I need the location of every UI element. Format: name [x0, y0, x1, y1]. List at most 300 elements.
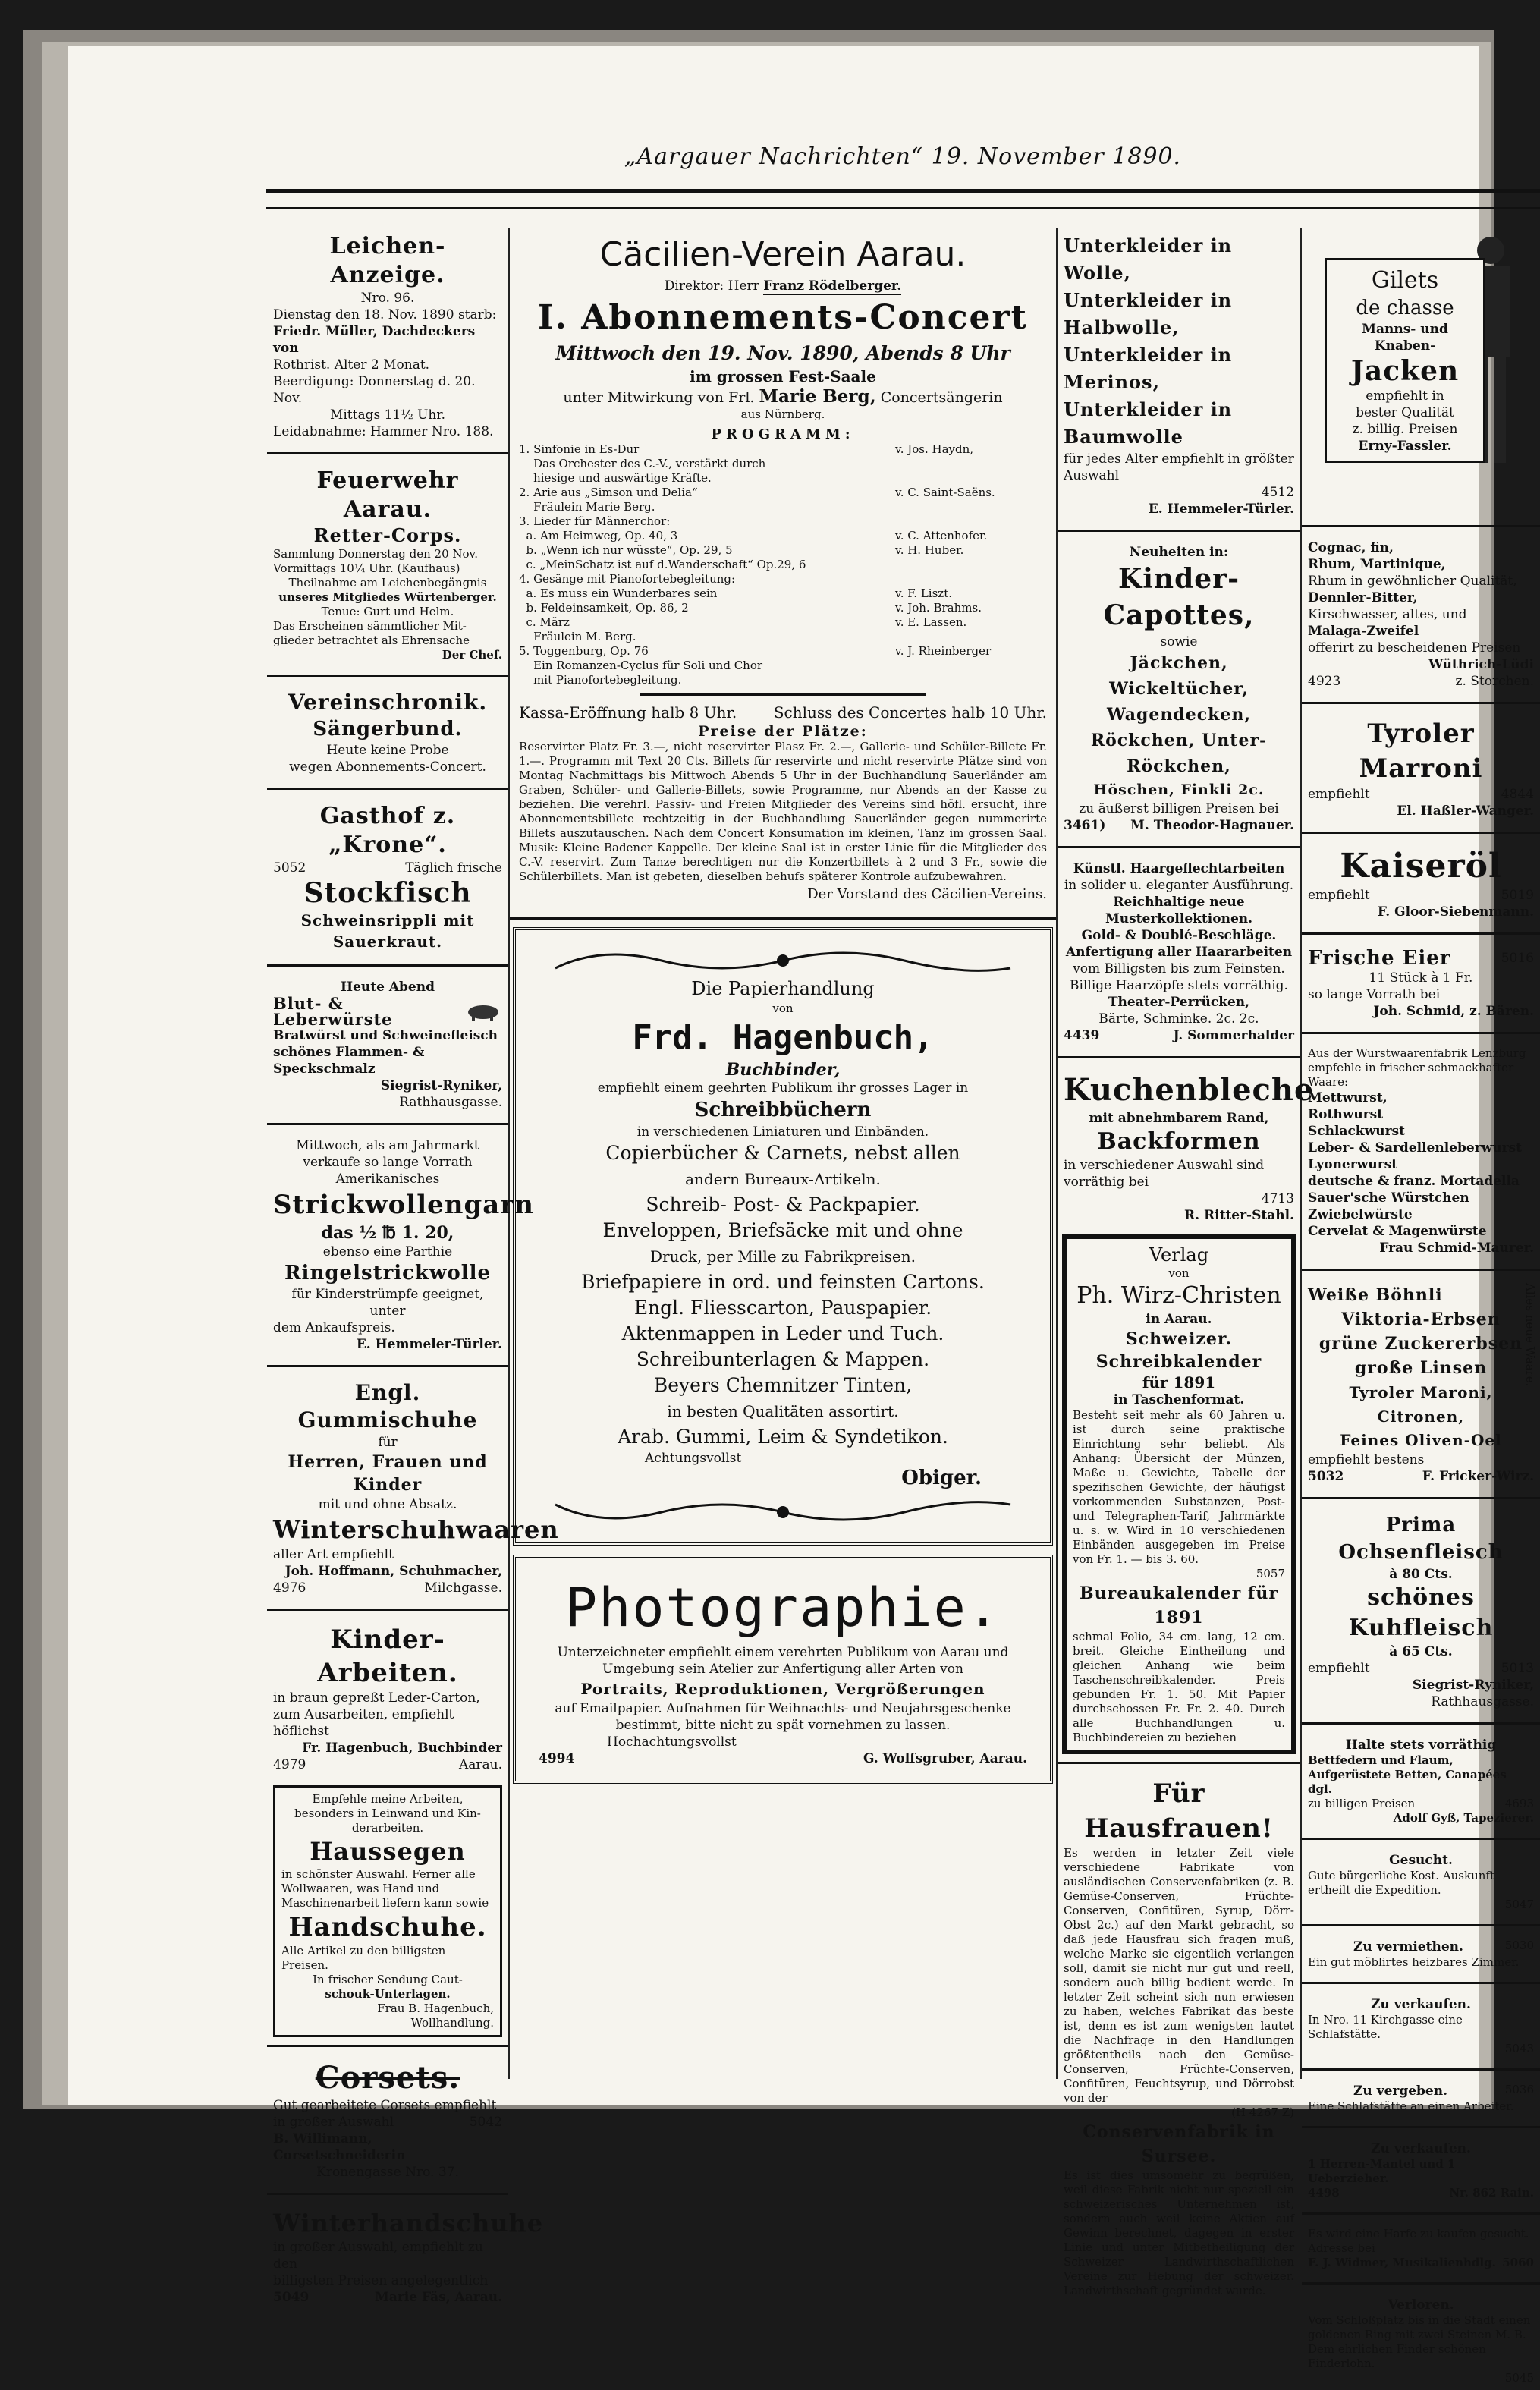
text-line: Heute Abend	[341, 980, 435, 995]
ad-headline: Tyroler Maroni, Citronen,	[1349, 1383, 1493, 1426]
text-line: Aarau.	[458, 1757, 502, 1772]
text-line: Rothrist. Alter 2 Monat.	[273, 357, 430, 373]
text-line: in schönster Auswahl. Ferner alle	[281, 1867, 476, 1881]
text-line: Leidabnahme: Hammer Nro. 188.	[273, 424, 494, 439]
ad-unterkleider	[1058, 228, 1300, 522]
ad-title: Vereinschronik.	[288, 690, 488, 715]
program-piece: c. „MeinSchatz ist auf d.Wanderschaft“ Op.29, 6	[519, 558, 806, 571]
text-line: in solider u. eleganter Ausführung.	[1064, 878, 1294, 893]
ad-number: 4439	[1064, 1028, 1100, 1043]
divider	[1302, 1722, 1540, 1725]
text-line: bester Qualität	[1356, 405, 1454, 420]
ad-signature: B. Willimann, Corsetschneiderin	[273, 2131, 406, 2163]
ad-vereinschronik	[267, 684, 508, 780]
text-block: Besteht seit mehr als 60 Jahren u. ist durch seine praktische Einrichtung sehr beliebt. Als Anhang: Übersicht der Münzen, Maße u. Gewichte, Tabelle der spezifischen Gewichte, der häufigst vorkommenden Substanzen, Post- und Telegraphen-Tarif, Jahrmärkte u. s. w. Wird in 10 verschiedenen Einbänden ausgegeben im Preise von Fr. 1. — bis 3. 60.	[1073, 1408, 1285, 1566]
text-line: Theater-Perrücken,	[1108, 995, 1250, 1010]
ad-concert	[510, 228, 1056, 910]
program-composer: v. F. Liszt.	[895, 586, 952, 600]
program-item	[519, 586, 1047, 601]
program-composer	[895, 659, 1047, 673]
text-line: Gute bürgerliche Kost. Auskunft ertheilt die Expedition.	[1308, 1869, 1494, 1897]
ad-headline: Kinder-Capottes,	[1103, 563, 1255, 631]
ad-signature: Siegrist-Ryniker,	[1412, 1678, 1534, 1693]
program-composer	[895, 630, 1047, 644]
wurst-item: Cervelat & Magenwürste	[1308, 1224, 1487, 1239]
papier-item: Schreib- Post- & Packpapier.	[646, 1193, 920, 1215]
ad-number: 5049	[273, 2290, 310, 2305]
program-item	[519, 615, 1047, 630]
text-line: derarbeiten.	[351, 1821, 424, 1835]
text-line: Höschen, Finkli 2c.	[1093, 781, 1265, 798]
ad-subtitle: Retter-Corps.	[313, 524, 462, 546]
divider	[1302, 932, 1540, 935]
text-line: 1 Herren-Mantel und 1 Ueberzieher.	[1308, 2157, 1456, 2185]
ad-verkaufen-1	[1302, 1992, 1540, 2061]
ad-signature: M. Theodor-Hagnauer.	[1130, 818, 1294, 833]
ad-feuerwehr	[267, 462, 508, 667]
text-line: auf Emailpapier. Aufnahmen für Weihnachts- und Neujahrsgeschenke bestimmt, bitte nicht zu spät vornehmen zu lassen.	[555, 1701, 1011, 1733]
text-line: empfiehlt	[1308, 888, 1370, 903]
text-line: Cognac, fin,	[1308, 540, 1394, 555]
program-item	[519, 644, 1047, 659]
text-line: von	[1168, 1266, 1190, 1280]
text-block: Es ist dies umsomehr zu begrüßen, weil diese Fabrik nicht nur speziell ein schweizerisches Unternehmen ist, sondern auch weil keine Aktien auf Gewinn berechnet, dagegen in erster Linie und unter Mitbetheiligung der Schweizer Landwirthschaftlichen Vereine zur Hebung der schweizer. Landwirthschaft gegründet wurde.	[1064, 2168, 1294, 2297]
ad-headline: Schreibbüchern	[694, 1099, 872, 1121]
text-line: Bettfedern und Flaum, Aufgerüstete Betten, Canapées dgl.	[1308, 1753, 1507, 1796]
program-piece: mit Pianofortebegleitung.	[519, 673, 682, 687]
text-line: Concertsängerin	[880, 389, 1003, 406]
text-line: 11 Stück à 1 Fr.	[1369, 970, 1473, 986]
program-item	[519, 601, 1047, 615]
ad-headline: Ringelstrickwolle	[284, 1262, 492, 1285]
text-line: verkaufe so lange Vorrath	[303, 1155, 473, 1170]
wurst-item: Lyonerwurst	[1308, 1157, 1398, 1172]
text-line: Gut gearbeitete Corsets empfiehlt	[273, 2098, 497, 2113]
program-piece: Fräulein Marie Berg.	[519, 500, 655, 514]
ad-number: 4693	[1504, 1797, 1534, 1810]
ad-title: Cäcilien-Verein Aarau.	[599, 235, 966, 274]
program-item	[519, 673, 1047, 687]
program-composer	[895, 558, 1047, 572]
ad-title: Kinder-Arbeiten.	[317, 1624, 458, 1688]
ad-signature: Nr. 862 Rain.	[1449, 2186, 1534, 2200]
ad-strickwolle	[267, 1133, 534, 1357]
column-2	[510, 228, 1058, 2079]
text-line: Wagendecken,	[1106, 705, 1252, 725]
text-line: Amerikanisches	[335, 1171, 440, 1187]
divider	[267, 452, 508, 454]
text-line: empfiehlt bestens	[1308, 1452, 1425, 1467]
program-item	[519, 659, 1047, 673]
text-line: Theilnahme am Leichenbegängnis	[288, 576, 487, 590]
price: das ½ ℔ 1. 20,	[321, 1223, 454, 1243]
papier-item: Engl. Fliesscarton, Pauspapier.	[633, 1297, 932, 1319]
ad-signature: Der Vorstand des Cäcilien-Vereins.	[807, 886, 1047, 902]
ad-headline: Haussegen	[310, 1837, 466, 1866]
prices-title: Preise der Plätze:	[698, 723, 868, 740]
text-line: Knaben-	[1374, 338, 1436, 354]
text-line: in braun gepreßt Leder-Carton,	[273, 1690, 480, 1706]
text-block: Es werden in letzter Zeit viele verschiedene Fabrikate von ausländischen Conservenfabriken (z. B. Gemüse-Conserven, Früchte-Conserven, Confitüren, Syrup, Dörr-Obst 2c.) auf den Markt gebracht, so daß jede Hausfrau sich fragen muß, welche Marke sie eigentlich verlangen soll, damit sie nicht nur gut und reell, sondern auch billig bedient werde. In letzter Zeit scheint sich nun erwiesen zu haben, welches Fabrikat das beste ist, denn es ist zum wenigsten lautet die Nachfrage in den Handlungen größtentheils nach den Gemüse-Conserven, Früchte-Conserven, Confitüren, Feuchtsyrup, und Dörrobst von der	[1064, 1846, 1294, 2105]
ad-signature: Joh. Hoffmann, Schuhmacher,	[284, 1564, 502, 1579]
pig-icon	[464, 1002, 502, 1021]
program-composer: v. Jos. Haydn,	[895, 442, 974, 456]
program-composer: v. J. Rheinberger	[895, 644, 992, 658]
text-line: empfiehlt	[1308, 1661, 1370, 1676]
text-line: Herren, Frauen und Kinder	[288, 1452, 488, 1495]
text-line: zu äußerst billigen Preisen bei	[1079, 801, 1279, 816]
ad-title: Engl. Gummischuhe	[297, 1380, 478, 1432]
text-line: Das Erscheinen sämmtlicher Mit-	[273, 619, 467, 633]
ad-headline: Backformen	[1097, 1128, 1261, 1155]
wurst-item: Schlackwurst	[1308, 1124, 1405, 1139]
program-composer	[895, 514, 1047, 529]
text-line: Buchbinder,	[725, 1060, 841, 1080]
papier-item: Arab. Gummi, Leim & Syndetikon.	[618, 1426, 948, 1448]
program-composer	[895, 457, 1047, 471]
program-composer: v. C. Saint-Saëns.	[895, 486, 995, 499]
ad-headline: Frd. Hagenbuch,	[632, 1018, 934, 1057]
program-piece: Fräulein M. Berg.	[519, 630, 636, 643]
ad-signature: E. Hemmeler-Türler.	[356, 1337, 502, 1352]
text-line: Täglich frische	[405, 860, 502, 876]
text-line: Nro. 96.	[360, 291, 415, 306]
papier-item: Enveloppen, Briefsäcke mit und ohne	[602, 1219, 963, 1241]
ad-headline: I. Abonnements-Concert	[538, 298, 1028, 337]
ad-fleisch	[1302, 1507, 1540, 1715]
divider	[1302, 1982, 1540, 1984]
ad-headline: Photographie.	[565, 1577, 1001, 1639]
ad-headline: Prima Ochsenfleisch	[1338, 1514, 1504, 1564]
text-line: offerirt zu bescheidenen Preisen	[1308, 640, 1521, 656]
text-line: zum Ausarbeiten, empfiehlt höflichst	[273, 1707, 454, 1739]
program-composer: v. E. Lassen.	[895, 615, 967, 629]
ad-headline: schönes Kuhfleisch	[1348, 1584, 1494, 1641]
ad-number: 4976	[273, 1580, 306, 1596]
text-line: Verlag	[1149, 1244, 1209, 1266]
text-line: von	[772, 1002, 794, 1015]
text-line: Bärte, Schminke. 2c. 2c.	[1098, 1011, 1259, 1027]
text-line: aus Nürnberg.	[740, 407, 825, 421]
papier-item: Briefpapiere in ord. und feinsten Cartons.	[581, 1271, 985, 1293]
ad-boehnli	[1302, 1278, 1540, 1489]
ad-leichen	[267, 228, 508, 445]
ad-headline: Stockfisch	[303, 877, 472, 909]
ad-signature: J. Sommerhalder	[1173, 1028, 1294, 1043]
ad-number: 5013	[1501, 1661, 1534, 1676]
ad-signature: Wüthrich-Lüdi	[1428, 657, 1534, 672]
unterkleider-row: Unterkleider in Baumwolle	[1064, 398, 1233, 448]
papier-item: Aktenmappen in Leder und Tuch.	[621, 1322, 944, 1344]
program-piece: hiesige und auswärtige Kräfte.	[519, 471, 712, 485]
ad-vergeben	[1302, 2078, 1540, 2118]
text-line: z. billig. Preisen	[1352, 422, 1458, 437]
text-line: Kassa-Eröffnung halb 8 Uhr.	[519, 703, 737, 722]
text-line: in verschiedener Auswahl sind vorräthig bei	[1064, 1158, 1265, 1190]
masthead-rule	[266, 189, 1540, 193]
ad-title: Gesucht.	[1389, 1853, 1453, 1868]
ad-signature: Rathhausgasse.	[1431, 1694, 1534, 1709]
ad-signature: F. Gloor-Siebenmann.	[1377, 904, 1534, 920]
program-piece: 4. Gesänge mit Pianofortebegleitung:	[519, 572, 736, 586]
divider	[1058, 846, 1300, 848]
ad-number: 5042	[469, 2115, 502, 2130]
divider	[267, 2193, 508, 2195]
program-item	[519, 630, 1047, 644]
ad-title: Zu verkaufen.	[1371, 1997, 1471, 2012]
text-line: Mittags 11½ Uhr.	[329, 407, 446, 423]
ad-vermiethen	[1302, 1934, 1540, 1974]
ad-signature: Milchgasse.	[424, 1580, 502, 1596]
text-line: Aus der Wurstwaarenfabrik Lenzburg empfehle in frischer schmackhafter Waare:	[1308, 1046, 1526, 1089]
text-line: sowie	[1160, 634, 1198, 649]
ad-headline: Conservenfabrik in Sursee.	[1083, 2122, 1275, 2166]
concert-date: Mittwoch den 19. Nov. 1890, Abends 8 Uhr	[555, 342, 1010, 364]
text-line: Direktor: Herr	[664, 278, 759, 294]
text-line: in großer Auswahl, empfiehlt zu den	[273, 2240, 483, 2272]
ad-headline: Frische Eier	[1308, 947, 1451, 970]
text-line: grüne Zuckererbsen	[1318, 1334, 1523, 1354]
program-composer	[895, 572, 1047, 586]
text-line: Schluss des Concertes halb 10 Uhr.	[773, 703, 1047, 722]
ad-winterhandschuhe	[267, 2203, 544, 2310]
text-line: Anfertigung aller Haararbeiten	[1065, 945, 1293, 960]
ad-title: Halte stets vorräthig	[1345, 1737, 1497, 1753]
divider	[1302, 525, 1540, 527]
ad-capottes	[1058, 539, 1300, 838]
ad-signature: Fr. Hagenbuch, Buchbinder	[302, 1741, 502, 1756]
ad-blutwurst	[267, 974, 508, 1115]
ad-number: 4923	[1308, 674, 1341, 689]
program-piece: c. März	[519, 615, 570, 629]
ad-signature: G. Wolfsgruber, Aarau.	[863, 1751, 1027, 1766]
text-line: Künstl. Haargeflechtarbeiten	[1073, 861, 1285, 876]
text-line: Röckchen, Unter-Röckchen,	[1090, 731, 1268, 776]
divider	[267, 1365, 508, 1367]
divider	[1058, 530, 1300, 532]
text-line: Beerdigung: Donnerstag d. 20. Nov.	[273, 374, 476, 406]
divider	[1058, 1056, 1300, 1058]
text-line: Bratwürst und Schweinefleisch	[273, 1028, 498, 1043]
ad-harfe	[1302, 2222, 1540, 2275]
ad-number: 4844	[1501, 787, 1534, 802]
text-line: Weiße Böhnli	[1308, 1285, 1443, 1305]
masthead-rule	[266, 207, 1540, 209]
text-line: große Linsen	[1354, 1358, 1488, 1378]
ad-headline: Winterschuhwaaren	[273, 1515, 559, 1544]
side-note: Alles neue Waare.	[1523, 1283, 1537, 1387]
divider	[510, 917, 1056, 920]
ad-signature: Erny-Fassler.	[1358, 439, 1452, 454]
ad-corsets	[267, 2055, 508, 2185]
text-line: aller Art empfiehlt	[273, 1547, 394, 1562]
text-line: In frischer Sendung Caut-	[313, 1973, 463, 1986]
divider	[267, 1123, 508, 1125]
program-composer: v. Joh. Brahms.	[895, 601, 982, 615]
ad-headline: Kuchenbleche	[1064, 1072, 1315, 1108]
text-line: Neuheiten in:	[1129, 545, 1229, 560]
ad-number: 5036	[1504, 2083, 1534, 2096]
text-line: Alle Artikel zu den billigsten	[281, 1944, 446, 1958]
papier-item: andern Bureaux-Artikeln.	[685, 1170, 881, 1188]
papier-item: Copierbücher & Carnets, nebst allen	[605, 1142, 960, 1164]
program-item	[519, 572, 1047, 586]
text-line: In Nro. 11 Kirchgasse eine Schlafstätte.	[1308, 2013, 1463, 2041]
text-line: in verschiedenen Liniaturen und Einbänden.	[636, 1124, 929, 1140]
ad-number: 4994	[539, 1751, 575, 1766]
ad-title: Verloren.	[1388, 2297, 1454, 2313]
text-line: Vormittags 10¼ Uhr. (Kaufhaus)	[273, 561, 460, 575]
ad-signature: Marie Fäs, Aarau.	[375, 2290, 502, 2305]
column-4	[1302, 228, 1540, 2385]
text-line: mit und ohne Absatz.	[318, 1497, 457, 1512]
text-line: in Aarau.	[1146, 1312, 1212, 1327]
ad-betten	[1302, 1732, 1540, 1830]
ad-verloren	[1302, 2292, 1540, 2390]
text-line: besonders in Leinwand und Kin-	[294, 1807, 481, 1820]
ad-headline: Schweizer. Schreibkalender	[1095, 1329, 1262, 1372]
text-line: empfiehlt einem geehrten Publikum ihr grosses Lager in	[597, 1080, 969, 1096]
program-composer: v. H. Huber.	[895, 543, 964, 557]
ad-number: 5057	[1256, 1567, 1285, 1580]
divider	[1302, 2126, 1540, 2128]
program-item	[519, 457, 1047, 471]
program-piece: a. Es muss ein Wunderbares sein	[519, 586, 718, 600]
text-line: Wollwaaren, was Hand und	[281, 1882, 440, 1895]
ad-signature: R. Ritter-Stahl.	[1184, 1208, 1294, 1223]
ad-title: Zu vergeben.	[1353, 2083, 1448, 2099]
papier-item: Beyers Chemnitzer Tinten,	[653, 1374, 913, 1396]
text-line: Billige Haarzöpfe stets vorräthig.	[1070, 978, 1288, 993]
text-line: Mittwoch, als am Jahrmarkt	[296, 1138, 479, 1153]
text-line: Hochachtungsvollst	[607, 1734, 737, 1750]
program-piece: b. „Wenn ich nur wüsste“, Op. 29, 5	[519, 543, 733, 557]
ad-papierhandlung	[513, 927, 1053, 1546]
ad-signature: F. Fricker-Wirz.	[1422, 1469, 1534, 1484]
wurst-item-list	[1308, 1090, 1534, 1240]
ad-number: 5032	[1308, 1469, 1344, 1484]
ad-eier	[1302, 942, 1540, 1024]
text-line: schönes Flammen- & Speckschmalz	[273, 1045, 425, 1077]
program-piece: 3. Lieder für Männerchor:	[519, 514, 671, 528]
text-line: Rhum in gewöhnlicher Qualität,	[1308, 574, 1517, 589]
program-item	[519, 486, 1047, 500]
masthead	[266, 140, 1540, 213]
ad-signature: Adolf Gyß, Tapezierer.	[1393, 1811, 1534, 1825]
text-line: Dennler-Bitter,	[1308, 590, 1418, 605]
ad-number: 5052	[273, 860, 306, 876]
ad-gesucht	[1302, 1848, 1540, 1917]
divider	[1302, 1497, 1540, 1499]
program-item	[519, 558, 1047, 572]
text-line: wegen Abonnements-Concert.	[289, 759, 486, 775]
text-line: Es wird eine Harfe zu kaufen gesucht. Adresse bei	[1308, 2227, 1529, 2255]
divider	[1302, 1838, 1540, 1840]
unterkleider-row: Unterkleider in Merinos,	[1064, 344, 1233, 393]
divider	[1302, 1924, 1540, 1926]
text-line: unseres Mitgliedes Würtenberger.	[278, 590, 497, 604]
ad-wurstwaaren	[1302, 1042, 1540, 1261]
column-3	[1058, 228, 1315, 2297]
text-line: Ein gut möblirtes heizbares Zimmer.	[1308, 1955, 1520, 1969]
wurst-item: Sauer'sche Würstchen	[1308, 1190, 1469, 1206]
ad-subtitle: Sängerbund.	[313, 718, 463, 741]
text-line: à 80 Cts.	[1389, 1567, 1453, 1582]
program-composer: v. C. Attenhofer.	[895, 529, 988, 542]
text-line: Die Papierhandlung	[691, 978, 875, 999]
wurst-item: deutsche & franz. Mortadella	[1308, 1174, 1520, 1189]
text-line: so lange Vorrath bei	[1308, 987, 1441, 1002]
ad-number: 5030	[1504, 1939, 1534, 1952]
program-item	[519, 500, 1047, 514]
ad-number: 4713	[1261, 1191, 1294, 1206]
ad-signature: F. J. Widmer, Musikalienhdlg.	[1308, 2256, 1496, 2269]
director-name: Franz Rödelberger.	[763, 278, 902, 294]
ad-signature: Kronengasse Nro. 37.	[316, 2165, 459, 2180]
program-piece: a. Am Heimweg, Op. 40, 3	[519, 529, 678, 542]
ad-headline: Handschuhe.	[288, 1912, 487, 1942]
ad-cognac	[1302, 535, 1540, 694]
divider	[267, 2045, 508, 2047]
ad-signature: z. Storchen.	[1455, 674, 1534, 689]
ad-headline: Blut- & Leberwürste	[273, 994, 393, 1029]
ad-tyroler-marroni	[1302, 712, 1540, 824]
divider	[1302, 1032, 1540, 1034]
ad-signature: Rathhausgasse.	[399, 1095, 502, 1110]
papier-item: in besten Qualitäten assortirt.	[667, 1402, 899, 1420]
divider	[1058, 1762, 1300, 1764]
concert-venue: im grossen Fest-Saale	[690, 367, 876, 385]
program-composer	[895, 500, 1047, 514]
divider	[1302, 2068, 1540, 2071]
publisher-name: Ph. Wirz-Christen	[1076, 1282, 1281, 1309]
ad-kuchenbleche	[1058, 1066, 1315, 1228]
ad-number: 4498	[1308, 2186, 1340, 2200]
text-line: für 1891	[1142, 1373, 1216, 1392]
ad-signature: Siegrist-Ryniker,	[380, 1078, 502, 1093]
unterkleider-row: Unterkleider in Halbwolle,	[1064, 289, 1233, 338]
divider	[640, 693, 926, 696]
text-line: mit abnehmbarem Rand,	[1089, 1111, 1269, 1126]
ad-gummischuhe	[267, 1375, 559, 1601]
ad-haararbeiten	[1058, 856, 1300, 1049]
divider	[1302, 832, 1540, 834]
text-block: schmal Folio, 34 cm. lang, 12 cm. breit. Gleiche Eintheilung und gleichen Anhang wie beim Taschenschreibkalender. Preis gebunden Fr. 1. 50. Mit Papier durchschossen Fr. Fr. 2. 40. Durch alle Buchhandlungen u. Buchbindereien zu beziehen	[1073, 1630, 1285, 1744]
divider	[1302, 1269, 1540, 1271]
divider	[267, 788, 508, 790]
text-line: schouk-Unterlagen.	[325, 1987, 451, 2001]
ad-number: 3461)	[1064, 818, 1106, 833]
ad-headline: Bureaukalender für 1891	[1080, 1583, 1278, 1627]
text-line: Achtungsvollst	[645, 1451, 742, 1466]
program-piece: 1. Sinfonie in Es-Dur	[519, 442, 640, 456]
text-line: zu billigen Preisen	[1308, 1797, 1416, 1810]
ad-signature: Obiger.	[901, 1467, 982, 1489]
wurst-item: Zwiebelwürste	[1308, 1207, 1413, 1222]
text-line: Jäckchen, Wickeltücher,	[1109, 653, 1249, 699]
program-title: PROGRAMM:	[711, 426, 855, 442]
wurst-item: Rothwurst	[1308, 1107, 1384, 1122]
ad-kaiseroel	[1302, 841, 1540, 925]
prices-text: Reservirter Platz Fr. 3.—, nicht reservirter Plasz Fr. 2.—, Gallerie- und Schüler-Billete Fr. 1.—. Programm mit Text 20 Cts. Billets für reservirte und nicht reservirte Plätze sind von Montag Nachmittags bis Mittwoch Abends 5 Uhr in der Buchhandlung Sauerländer am Graben, Schüler- und Gallerie-Billets, sowie Programme, nur Abends an der Kasse zu beziehen. Die verehrl. Passiv- und Freien Mitglieder des Vereins sind höfl. ersucht, ihre Abonnementsbillete rechtzeitig in der Buchhandlung Sauerländer gegen nummerirte Billets auszutauschen. Nach dem Concert Konsumation im kleinen, Tanz im grossen Saal. Musik: Kleine Badener Kappelle. Der kleine Saal ist in erster Linie für die Mitglieder des C.-V. reservirt. Zum Tanze berechtigen nur die Konzertbillets à 2 und 3 Fr., sowie die Schülerbillets. Man ist gebeten, dieselben behufs späterer Kontrole aufzubewahren.	[519, 740, 1047, 883]
text-line: billigsten Preisen angelegentlich	[273, 2273, 489, 2288]
ad-title: Corsets.	[315, 2060, 460, 2096]
newspaper-page	[68, 46, 1537, 2385]
text-line: glieder betrachtet als Ehrensache	[273, 634, 470, 647]
program-piece: Ein Romanzen-Cyclus für Soli und Chor	[519, 659, 763, 672]
text-line: Reichhaltige neue Musterkollektionen.	[1105, 895, 1253, 926]
ad-kinder-arbeiten	[267, 1618, 508, 1778]
